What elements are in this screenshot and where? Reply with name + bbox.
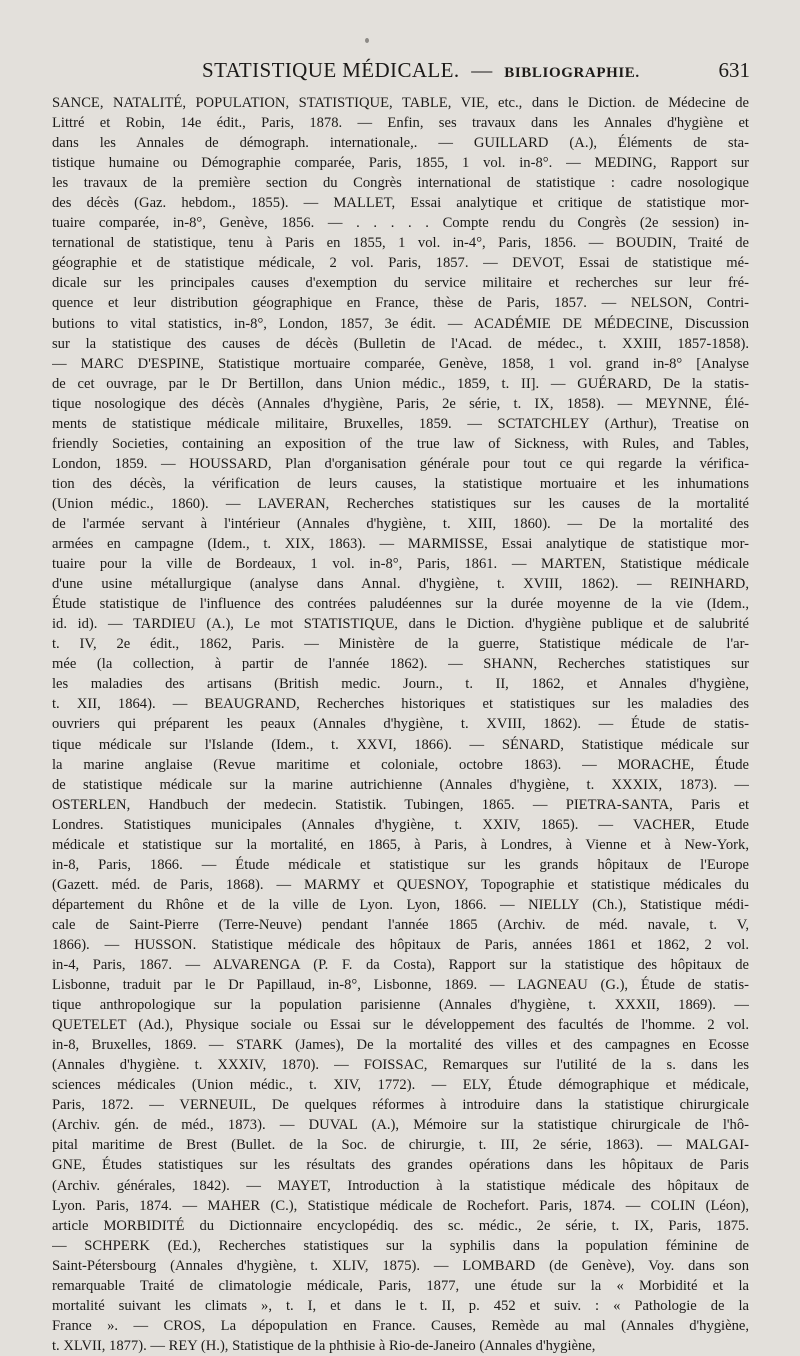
text-line: tion des décès, la vérification de leurs causes, la statistique mortuaire et les inhumations bbox=[52, 475, 749, 492]
text-line: in-8, Bruxelles, 1869. — STARK (James), De la mortalité des villes et des campagnes en Ecosse bbox=[52, 1037, 749, 1054]
text-line: (Union médic., 1860). — LAVERAN, Recherches statistiques sur les causes de la mortalité bbox=[52, 495, 749, 512]
text-line: Littré et Robin, 14e édit., Paris, 1878. — Enfin, ses travaux dans les Annales d'hygiène et bbox=[52, 115, 749, 132]
text-line: tistique humaine ou Démographie comparée, Paris, 1855, 1 vol. in-8°. — MEDING, Rapport sur bbox=[52, 155, 749, 172]
text-line: cale de Saint-Pierre (Terre-Neuve) pendant l'année 1865 (Archiv. de méd. navale, t. V, bbox=[52, 916, 749, 933]
text-line: — SCHPERK (Ed.), Recherches statistiques sur la syphilis dans la population féminine de bbox=[52, 1237, 749, 1254]
text-line: tique nosologique des décès (Annales d'hygiène, Paris, 2e série, t. IX, 1858). — MEYNNE, Élé- bbox=[52, 395, 749, 412]
text-line: la marine anglaise (Revue maritime et coloniale, octobre 1863). — MORACHE, Étude bbox=[52, 756, 749, 773]
text-line: (Annales d'hygiène. t. XXXIV, 1870). — FOISSAC, Remarques sur l'utilité de la s. dans les bbox=[52, 1057, 749, 1074]
text-line: médicale et statistique sur la mortalité, en 1865, à Paris, à Londres, à Vienne et à New-York, bbox=[52, 836, 749, 853]
text-line: quence et leur distribution géographique en France, thèse de Paris, 1857. — NELSON, Contri- bbox=[52, 295, 749, 312]
text-line: Lisbonne, traduit par le Dr Papillaud, in-8°, Lisbonne, 1869. — LAGNEAU (G.), Étude de statis- bbox=[52, 977, 749, 994]
text-line: article MORBIDITÉ du Dictionnaire encyclopédiq. des sc. médic., 2e série, t. IX, Paris, 1875. bbox=[52, 1217, 749, 1234]
text-line: butions to vital statistics, in-8°, London, 1857, 3e édit. — ACADÉMIE DE MÉDECINE, Discussion bbox=[52, 315, 749, 332]
text-line: id. id). — TARDIEU (A.), Le mot STATISTIQUE, dans le Diction. d'hygiène publique et de salubrité bbox=[52, 616, 749, 633]
text-line: dicale sur les principales causes d'exemption du service militaire et recherches sur leur fré- bbox=[52, 275, 749, 292]
text-line: — MARC D'ESPINE, Statistique mortuaire comparée, Genève, 1858, 1 vol. grand in-8° [Analyse bbox=[52, 355, 749, 372]
text-line: département du Rhône et de la ville de Lyon. Lyon, 1866. — NIELLY (Ch.), Statistique médi- bbox=[52, 896, 749, 913]
bibliography-text bbox=[52, 93, 749, 1356]
text-line: des décès (Gaz. hebdom., 1855). — MALLET, Essai analytique et critique de statistique mor- bbox=[52, 195, 749, 212]
text-line: ouvriers qui préparent les peaux (Annales d'hygiène, t. XVIII, 1862). — Étude de statis- bbox=[52, 716, 749, 733]
header-title: STATISTIQUE MÉDICALE. bbox=[202, 58, 460, 82]
running-header bbox=[52, 58, 750, 88]
text-line: tuaire pour la ville de Bordeaux, 1 vol. in-8°, Paris, 1861. — MARTEN, Statistique médicale bbox=[52, 556, 749, 573]
text-line: d'une usine métallurgique (analyse dans Annal. d'hygiène, t. XVIII, 1862). — REINHARD, bbox=[52, 576, 749, 593]
header-subtitle: BIBLIOGRAPHIE. bbox=[504, 65, 640, 81]
text-line: tique médicale sur l'Islande (Idem., t. XXVI, 1866). — SÉNARD, Statistique médicale sur bbox=[52, 736, 749, 753]
text-line: sur la statistique des causes de décès (Bulletin de l'Acad. de médec., t. XXIII, 1857-1858). bbox=[52, 335, 749, 352]
text-line: les travaux de la première section du Congrès international de statistique : cadre nosologique bbox=[52, 175, 749, 192]
text-line: GNE, Études statistiques sur les résultats des grandes opérations dans les hôpitaux de Paris bbox=[52, 1157, 749, 1174]
text-line: OSTERLEN, Handbuch der medecin. Statistik. Tubingen, 1865. — PIETRA-SANTA, Paris et bbox=[52, 796, 749, 813]
text-line: (Gazett. méd. de Paris, 1868). — MARMY et QUESNOY, Topographie et statistique médicales du bbox=[52, 876, 749, 893]
text-line: remarquable Traité de climatologie médicale, Paris, 1877, une étude sur la « Morbidité et la bbox=[52, 1277, 749, 1294]
text-line: t. XII, 1864). — BEAUGRAND, Recherches historiques et statistiques sur les maladies des bbox=[52, 696, 749, 713]
text-line: les maladies des artisans (British medic. Journ., t. II, 1862, et Annales d'hygiène, bbox=[52, 676, 749, 693]
text-line: in-4, Paris, 1867. — ALVARENGA (P. F. da Costa), Rapport sur la statistique des hôpitaux de bbox=[52, 957, 749, 974]
text-line: Paris, 1872. — VERNEUIL, De quelques réformes à introduire dans la statistique chirurgicale bbox=[52, 1097, 749, 1114]
text-line: Étude statistique de l'influence des contrées paludéennes sur la durée moyenne de la vie (Idem., bbox=[52, 596, 749, 613]
text-line: tique anthropologique sur la population parisienne (Annales d'hygiène, t. XXXII, 1869). — bbox=[52, 997, 749, 1014]
text-line: dans les Annales de démograph. internationale,. — GUILLARD (A.), Éléments de sta- bbox=[52, 135, 749, 152]
text-line: London, 1859. — HOUSSARD, Plan d'organisation générale pour tout ce qui regarde la vérifica- bbox=[52, 455, 749, 472]
header-separator: — bbox=[471, 58, 493, 82]
text-line: SANCE, NATALITÉ, POPULATION, STATISTIQUE, TABLE, VIE, etc., dans le Diction. de Médecine de bbox=[52, 95, 749, 111]
page-number: 631 bbox=[718, 58, 750, 82]
text-line: géographie et de statistique médicale, 2 vol. Paris, 1857. — DEVOT, Essai de statistique mé- bbox=[52, 255, 749, 272]
text-line: QUETELET (Ad.), Physique sociale ou Essai sur le développement des facultés de l'homme. 2 vol. bbox=[52, 1017, 749, 1034]
running-title bbox=[202, 58, 640, 83]
text-line: tuaire comparée, in-8°, Genève, 1856. — . . . . . Compte rendu du Congrès (2e session) in- bbox=[52, 215, 749, 232]
text-line: armées en campagne (Idem., t. XIX, 1863). — MARMISSE, Essai analytique de statistique mor- bbox=[52, 536, 749, 553]
text-line: mortalité suivant les climats », t. I, et dans le t. II, p. 452 et suiv. : « Pathologie de la bbox=[52, 1297, 749, 1314]
text-line: t. XLVII, 1877). — REY (H.), Statistique de la phthisie à Rio-de-Janeiro (Annales d'hygiène, bbox=[52, 1337, 596, 1354]
text-line: 1866). — HUSSON. Statistique médicale des hôpitaux de Paris, années 1861 et 1862, 2 vol. bbox=[52, 936, 749, 953]
text-line: in-8, Paris, 1866. — Étude médicale et statistique sur les grands hôpitaux de l'Europe bbox=[52, 856, 749, 873]
text-line: France ». — CROS, La dépopulation en France. Causes, Remède au mal (Annales d'hygiène, bbox=[52, 1317, 749, 1334]
text-line: ternational de statistique, tenu à Paris en 1855, 1 vol. in-4°, Paris, 1856. — BOUDIN, Traité de bbox=[52, 235, 749, 252]
text-line: de statistique médicale sur la marine autrichienne (Annales d'hygiène, t. XXXIX, 1873). — bbox=[52, 776, 749, 793]
text-line: Saint-Pétersbourg (Annales d'hygiène, t. XLIV, 1875). — LOMBARD (de Genève), Voy. dans son bbox=[52, 1257, 749, 1274]
text-line: Lyon. Paris, 1874. — MAHER (C.), Statistique médicale de Rochefort. Paris, 1874. — COLIN (Léon), bbox=[52, 1197, 749, 1214]
text-line: sciences médicales (Union médic., t. XIV, 1772). — ELY, Étude démographique et médicale, bbox=[52, 1077, 749, 1094]
text-line: de cet ouvrage, par le Dr Bertillon, dans Union médic., 1859, t. II]. — GUÉRARD, De la statis- bbox=[52, 375, 749, 392]
text-line: t. IV, 2e édit., 1862, Paris. — Ministère de la guerre, Statistique médicale de l'ar- bbox=[52, 636, 749, 653]
text-line: (Archiv. générales, 1842). — MAYET, Introduction à la statistique médicale des hôpitaux de bbox=[52, 1177, 749, 1194]
text-line: friendly Societies, containing an exposition of the true law of Sickness, with Rules, and Tables, bbox=[52, 435, 749, 452]
text-line: de l'armée servant à l'intérieur (Annales d'hygiène, t. XIII, 1860). — De la mortalité des bbox=[52, 515, 749, 532]
text-line: (Archiv. gén. de méd., 1873). — DUVAL (A.), Mémoire sur la statistique chirurgicale de l'hô- bbox=[52, 1117, 749, 1134]
paper-speck bbox=[365, 38, 369, 43]
text-line: Londres. Statistiques municipales (Annales d'hygiène, t. XXIV, 1865). — VACHER, Etude bbox=[52, 816, 749, 833]
text-line: ments de statistique médicale militaire, Bruxelles, 1859. — SCTATCHLEY (Arthur), Treatise on bbox=[52, 415, 749, 432]
text-line: pital maritime de Brest (Bullet. de la Soc. de chirurgie, t. III, 2e série, 1863). — MALGAI- bbox=[52, 1137, 749, 1154]
text-line: mée (la collection, à partir de l'année 1862). — SHANN, Recherches statistiques sur bbox=[52, 656, 749, 673]
